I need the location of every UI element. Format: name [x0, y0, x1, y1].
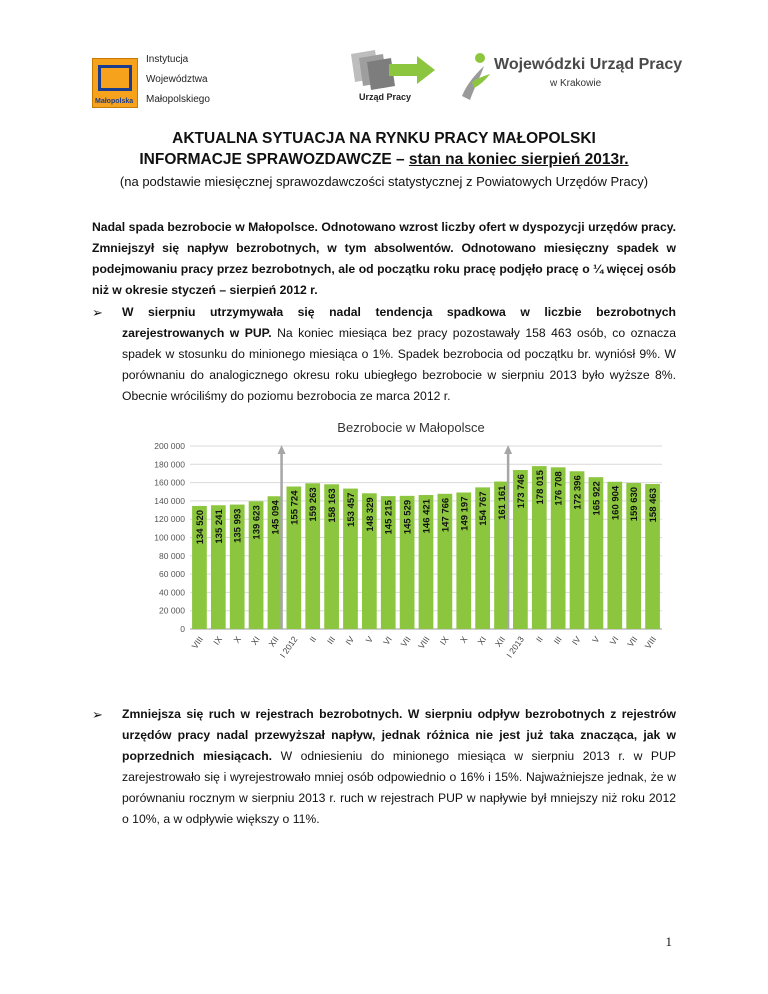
bar-value-label: 161 161: [497, 485, 509, 520]
subtitle-prefix: INFORMACJE SPRAWOZDAWCZE –: [139, 151, 409, 168]
malopolska-badge-icon: [92, 58, 138, 108]
x-tick-label: XI: [475, 634, 489, 647]
page-number: 1: [665, 934, 672, 949]
institution-line-1: Instytucja: [146, 54, 189, 65]
bullet-body: [122, 302, 676, 407]
chart-svg: [140, 414, 674, 666]
bar-value-label: 134 520: [194, 509, 206, 545]
bullet-body: [122, 704, 676, 830]
bullet-text: W odniesieniu do minionego miesiąca w sierpniu 2013 r. w PUP zarejestrowało się i wyrejestrowało mniej osób odpowiednio o 16% i 15%. Najważniejsze jednak, że w porównaniu rocznym w sierpniu 2013 r. ruch w rejestrach PUP w napływie był mniejszy niż roku 2012 o 10%, a w odpływie większy o 11%.: [122, 749, 676, 826]
urzad-pracy-logo: [345, 48, 441, 106]
bar-value-label: 176 708: [553, 471, 565, 506]
x-tick-label: X: [231, 634, 243, 645]
x-tick-label: XI: [248, 634, 262, 647]
y-tick-label: 40 000: [159, 587, 185, 598]
bar-value-label: 159 263: [308, 487, 320, 522]
y-tick-label: 60 000: [159, 569, 185, 580]
y-tick-label: 0: [180, 624, 185, 634]
bar-value-label: 172 396: [572, 475, 584, 510]
bar-value-label: 160 904: [610, 485, 622, 521]
bar-value-label: 147 766: [440, 497, 452, 533]
y-tick-label: 180 000: [154, 459, 185, 470]
chart-title: Bezrobocie w Małopolsce: [337, 420, 485, 435]
urzad-pracy-caption: Urząd Pracy: [359, 92, 412, 102]
badge-caption: Małopolska: [95, 98, 134, 105]
bullet-bold: W sierpniu utrzymywała się nadal tendencja spadkowa w liczbie bezrobotnych zarejestrowanych w PUP.: [122, 305, 676, 340]
bullet-arrow-icon: ➢: [92, 305, 103, 320]
x-tick-label: VIII: [416, 634, 432, 651]
x-tick-label: V: [590, 634, 602, 645]
arrow-folders-icon: [345, 48, 441, 92]
wup-title: Wojewódzki Urząd Pracy: [494, 56, 683, 73]
x-tick-label: VIII: [642, 634, 659, 651]
bar-value-label: 135 241: [213, 509, 225, 544]
y-tick-label: 100 000: [154, 532, 185, 543]
x-tick-label: IX: [211, 634, 224, 647]
unemployment-chart: [140, 414, 674, 666]
x-tick-label: X: [457, 634, 470, 645]
bar-value-label: 165 922: [591, 481, 603, 516]
x-tick-label: I 2012: [277, 634, 300, 660]
bullet-bold: Zmniejsza się ruch w rejestrach bezrobotnych. W sierpniu odpływ bezrobotnych z rejestrów urzędów pracy nadal przewyższał napływ, jednak różnica nie jest już taka znacząca, jak w poprzednich miesiącach.: [122, 707, 676, 763]
x-tick-label: III: [551, 634, 564, 646]
bar-value-label: 148 329: [364, 497, 376, 532]
bar-value-label: 158 163: [327, 488, 339, 523]
bar-value-label: 139 623: [251, 505, 263, 540]
document-header: [0, 128, 768, 192]
x-tick-label: XII: [266, 634, 281, 649]
subtitle-date: stan na koniec sierpień 2013r.: [408, 151, 629, 168]
y-tick-label: 200 000: [154, 441, 185, 451]
x-tick-label: II: [307, 634, 319, 645]
page-title: AKTUALNA SYTUACJA NA RYNKU PRACY MAŁOPOLSKI: [172, 130, 596, 147]
bar-value-label: 145 215: [383, 500, 395, 535]
x-tick-label: V: [363, 634, 375, 645]
x-tick-label: VII: [625, 634, 640, 649]
logo-strip: [0, 40, 768, 120]
bar-value-label: 146 421: [421, 499, 433, 534]
y-tick-label: 140 000: [154, 495, 185, 506]
y-tick-label: 120 000: [154, 514, 185, 525]
bar-value-label: 159 630: [629, 486, 641, 522]
bullet-unemployment: [92, 302, 676, 407]
x-tick-label: I 2013: [504, 634, 527, 660]
x-tick-label: III: [324, 634, 338, 646]
x-tick-label: VIII: [189, 634, 206, 651]
x-tick-label: VII: [398, 634, 413, 649]
bullet-text: Na koniec miesiąca bez pracy pozostawały 158 463 osób, co oznacza spadek w stosunku do minionego miesiąca o 1%. Spadek bezrobocia od początku br. wyniósł 9%. W porównaniu do analogicznego okresu roku ubiegłego bezrobocie w sierpniu 2013 było wyższe 8%. Obecnie wróciliśmy do poziomu bezrobocia ze marca 2012 r.: [122, 326, 676, 403]
institution-line-3: Małopolskiego: [146, 94, 210, 105]
source-note: (na podstawie miesięcznej sprawozdawczości statystycznej z Powiatowych Urzędów Pracy): [119, 174, 649, 189]
x-tick-label: IV: [569, 634, 583, 647]
bar-value-label: 158 463: [648, 488, 660, 523]
x-tick-label: IX: [437, 634, 451, 647]
lead-paragraph: Nadal spada bezrobocie w Małopolsce. Odnotowano wzrost liczby ofert w dyspozycji urzędów pracy. Zmniejszył się napływ bezrobotnych, w tym absolwentów. Odnotowano miesięczny spadek w podejmowaniu pracy przez bezrobotnych, ale od początku roku pracę podjęło pracę o ¼ więcej osób niż w okresie styczeń – sierpień 2012 r.: [92, 220, 676, 297]
x-tick-label: VI: [381, 634, 394, 647]
bar-value-label: 145 094: [270, 500, 282, 535]
bar-value-label: 173 746: [515, 474, 527, 509]
bar-value-label: 154 767: [478, 491, 490, 526]
bar-value-label: 135 993: [232, 508, 244, 543]
y-tick-label: 160 000: [154, 477, 185, 488]
y-tick-label: 20 000: [159, 605, 185, 616]
wup-logo: [458, 48, 698, 108]
bar-value-label: 178 015: [534, 470, 546, 505]
institution-line-2: Województwa: [146, 74, 208, 85]
bullet-arrow-icon: ➢: [92, 707, 103, 722]
bar-value-label: 145 529: [402, 499, 414, 535]
page-subtitle: [0, 149, 768, 170]
bar-value-label: 149 197: [459, 496, 471, 531]
x-tick-label: VI: [607, 634, 621, 647]
bar-value-label: 155 724: [289, 490, 301, 525]
running-figure-icon: [458, 52, 492, 102]
x-tick-label: II: [534, 634, 545, 645]
bar-value-label: 153 457: [345, 492, 357, 527]
x-tick-label: XII: [492, 634, 508, 649]
wup-subtitle: w Krakowie: [550, 78, 602, 89]
y-tick-label: 80 000: [159, 550, 185, 561]
bullet-register-flow: [92, 704, 676, 830]
x-tick-label: IV: [343, 634, 357, 647]
